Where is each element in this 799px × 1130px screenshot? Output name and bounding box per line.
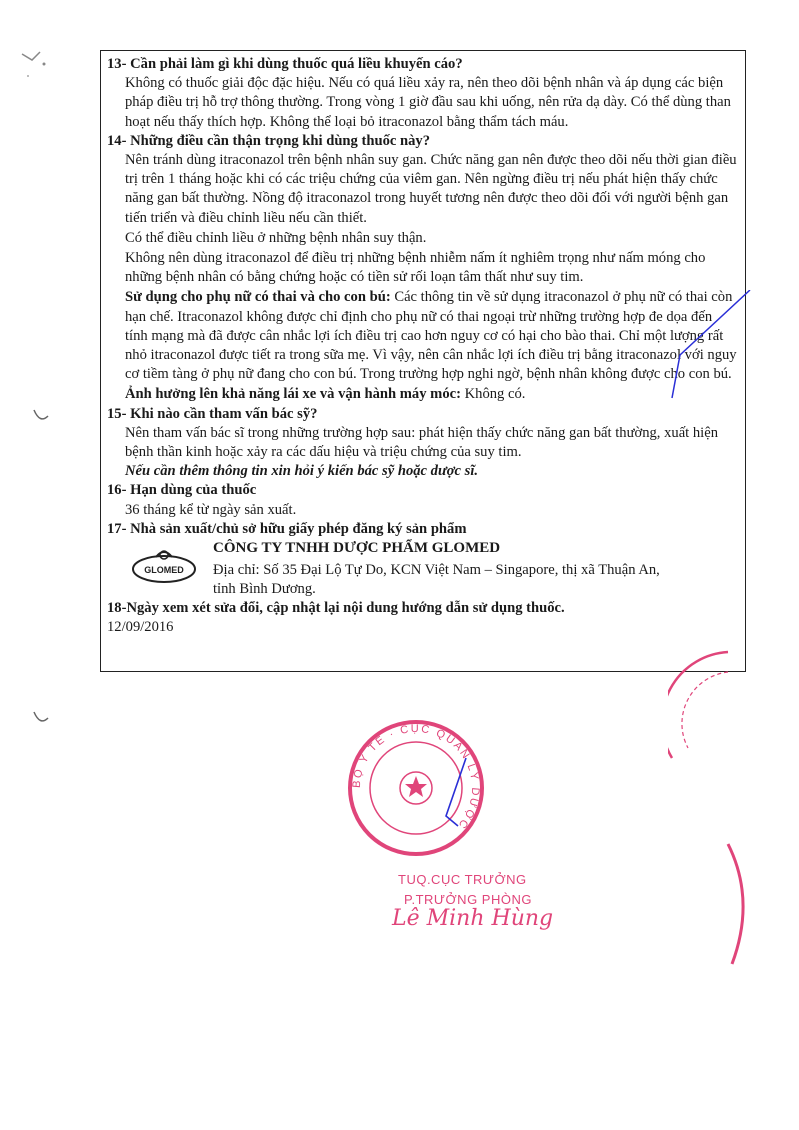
punch-hole-mark-bottom [30,702,52,732]
pen-stroke-mark [650,290,760,400]
driving-label: Ảnh hưởng lên khả năng lái xe và vận hành máy móc: [125,386,461,403]
glomed-logo [131,545,197,585]
stamp-title-line-2: P.TRƯỞNG PHÒNG [404,892,532,907]
section-15-heading: 15- Khi nào cần tham vấn bác sỹ? [107,405,318,422]
section-16-text: 36 tháng kể từ ngày sản xuất. [125,501,297,518]
stamp-ring-text: BỘ Y TẾ · CỤC QUẢN LÝ DƯỢC [350,722,482,832]
section-13-text: Không có thuốc giải độc đặc hiệu. Nếu có quá liều xảy ra, nên theo dõi bệnh nhân và áp dụng các biện pháp điều trị hỗ trợ thông thường. Trong vòng 1 giờ đầu sau khi uống, nên rửa dạ dày. Có thể dùng than hoạt nếu thấy thích hợp. Không thể loại bỏ itraconazol bằng thẩm tách máu. [125,75,731,130]
section-18-heading: 18-Ngày xem xét sửa đổi, cập nhật lại nội dung hướng dẫn sử dụng thuốc. [107,600,565,617]
signature-name: Lê Minh Hùng [392,906,554,931]
partial-stamp-right [668,648,738,798]
section-16-heading: 16- Hạn dùng của thuốc [107,482,257,499]
section-14-heading: 14- Những điều cần thận trọng khi dùng thuốc này? [107,132,431,149]
official-stamp [346,718,486,858]
logo-text: GLOMED [144,565,184,576]
section-17-heading: 17- Nhà sản xuất/chủ sở hữu giấy phép đăng ký sản phẩm [107,520,467,537]
section-14-paragraph-4 [107,288,737,384]
company-name: CÔNG TY TNHH DƯỢC PHẨM GLOMED [213,540,501,557]
section-15-text: Nên tham vấn bác sĩ trong những trường hợp sau: phát hiện thấy chức năng gan bất thường, xuất hiện bệnh thần kinh hoặc xảy ra các dấu hiệu và triệu chứng của suy tim. [125,424,719,461]
stamp-title-line-1: TUQ.CỤC TRƯỞNG [398,872,527,887]
driving-text: Không có. [460,386,526,403]
section-14-paragraph-3: Không nên dùng itraconazol để điều trị những bệnh nhiễm nấm ít nghiêm trọng như nấm móng cho những bệnh nhân có bằng chứng hoặc có tiền sử rối loạn tâm thất như suy tim. [125,250,706,286]
section-14-paragraph-5 [107,385,737,404]
revision-date: 12/09/2016 [107,619,174,636]
section-15-note: Nếu cần thêm thông tin xin hỏi ý kiến bác sỹ hoặc dược sĩ. [125,463,479,480]
pregnancy-text: Các thông tin về sử dụng itraconazol ở phụ nữ có thai còn hạn chế. Itraconazol không được chỉ định cho phụ nữ có thai ngoại trừ những trường hợp đe dọa đến tính mạng mà đã được cân nhắc lợi ích điều trị cao hơn nguy cơ có hại cho bào thai. Chỉ một lượng rất nhỏ itraconazol được tiết ra trong sữa mẹ. Vì vậy, nên cân nhắc lợi ích điều trị bằng itraconazol với nguy cơ tiềm tàng ở phụ nữ đang cho con bú. Trong trường hợp nghi ngờ, bệnh nhân không được cho con bú. [125,289,737,383]
pregnancy-label: Sử dụng cho phụ nữ có thai và cho con bú: [125,289,391,306]
section-14-paragraph-2: Có thể điều chỉnh liều ở những bệnh nhân suy thận. [125,229,427,246]
punch-hole-mark-top [30,400,52,430]
company-address: Địa chỉ: Số 35 Đại Lộ Tự Do, KCN Việt Nam – Singapore, thị xã Thuận An, tỉnh Bình Dương. [213,562,660,598]
manufacturer-block [107,539,737,599]
section-14-paragraph-1: Nên tránh dùng itraconazol trên bệnh nhân suy gan. Chức năng gan nên được theo dõi nếu thời gian điều trị trên 1 tháng hoặc khi có các triệu chứng của viêm gan. Nên ngừng điều trị nếu phát hiện thấy chức năng gan bất thường. Nồng độ itraconazol trong huyết tương nên được theo dõi đối với người bệnh gan tiến triển và điều chỉnh liều nếu cần thiết. [125,152,737,226]
margin-mark-icon [8,40,48,80]
section-13-heading: 13- Cần phải làm gì khi dùng thuốc quá liều khuyến cáo? [107,56,463,72]
partial-stamp-edge [722,840,762,970]
